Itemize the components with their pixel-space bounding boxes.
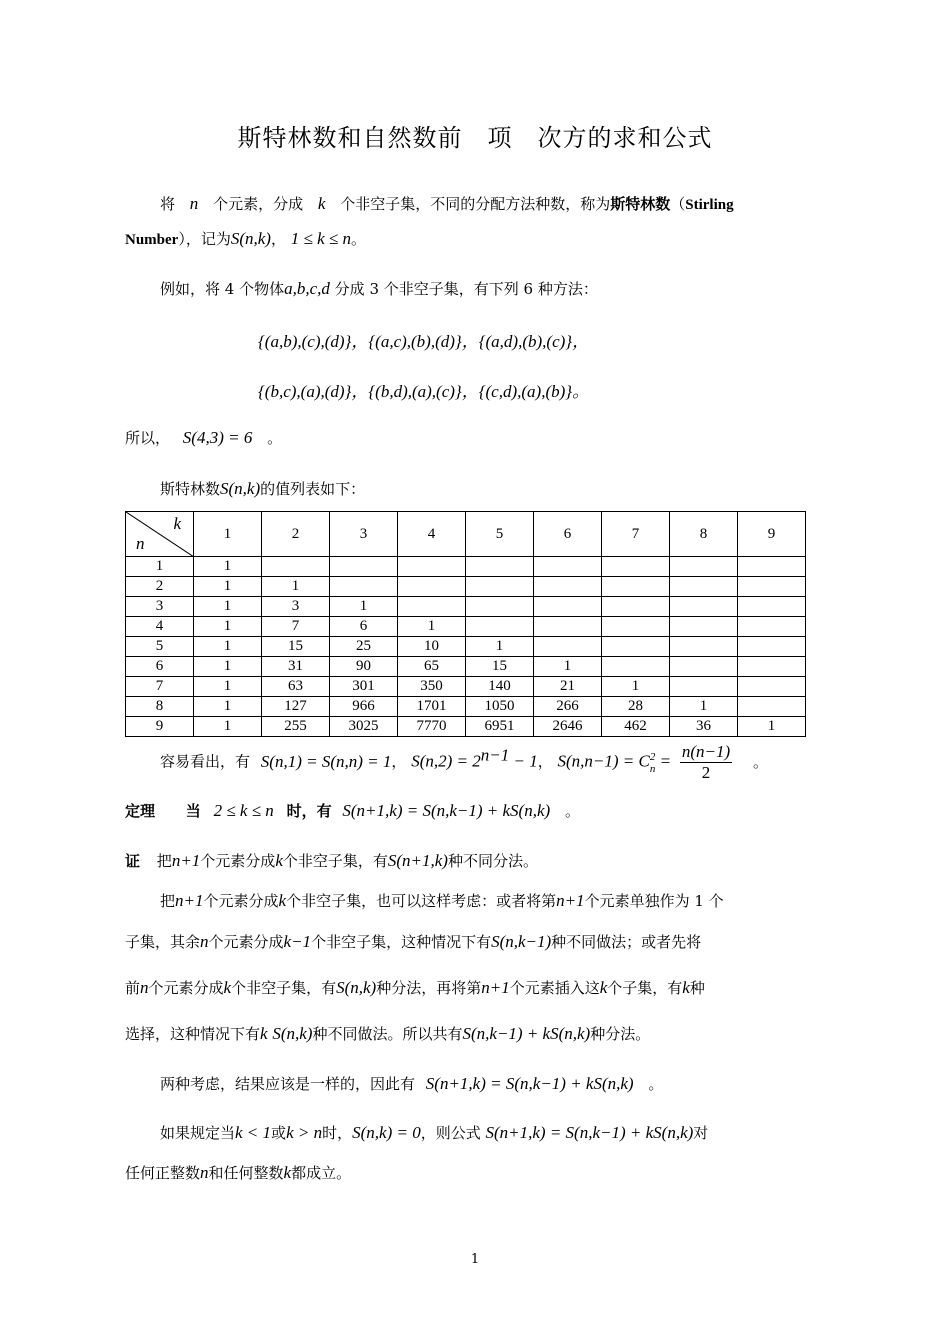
row-header: 9 [126,717,194,737]
table-cell: 1 [194,717,262,737]
math: k [283,1163,292,1182]
table-cell: 28 [602,697,670,717]
table-cell [670,677,738,697]
table-cell [602,577,670,597]
text: 个非空子集，这种情况下有 [311,933,492,951]
column-header: 8 [670,512,738,557]
table-cell [398,557,466,577]
text: 或 [271,1124,287,1142]
math: n [189,194,199,213]
text: 个元素，分成 [213,195,304,213]
math-sub: n [649,762,656,775]
math: S(n,k−1) + kS(n,k) [462,1024,591,1043]
table-cell: 1701 [398,697,466,717]
table-cell [670,577,738,597]
row-header: 7 [126,677,194,697]
table-cell: 1 [398,617,466,637]
text: 例如，将 4 个物体 [160,280,285,298]
math: a,b,c,d [284,279,330,298]
table-cell: 1 [194,577,262,597]
stirling-table [125,511,806,737]
math: k < 1 [235,1123,272,1142]
corner-k: k [173,514,181,533]
math: − 1 [509,751,538,771]
table-cell [738,617,806,637]
column-header: 7 [602,512,670,557]
table-cell: 36 [670,717,738,737]
math: S(n+1,k) = S(n,k−1) + kS(n,k) [425,1074,634,1093]
math: S(n,1) = S(n,n) = 1 [260,751,392,771]
math: n+1 [481,978,510,997]
column-header: 4 [398,512,466,557]
text: 种分法，再将第 [376,979,482,997]
table-cell: 1 [194,697,262,717]
table-row [126,597,806,617]
table-cell [602,597,670,617]
text: 所以， [125,429,171,447]
example-conclusion [125,427,282,448]
table-cell: 1 [602,677,670,697]
math: n [200,932,209,951]
text: 。 [752,752,768,771]
proof-line-6 [160,1073,663,1094]
table-cell [738,677,806,697]
math-sup: n−1 [480,745,510,765]
table-cell: 255 [262,717,330,737]
table-intro [160,478,365,499]
page-number: 1 [470,1252,480,1267]
text: 前 [125,979,141,997]
text: 选择，这种情况下有 [125,1025,261,1043]
math: k [223,978,232,997]
text: 容易看出，有 [160,752,251,771]
text: 个非空子集，有 [231,979,337,997]
term-english: Stirling [685,197,734,213]
row-header: 5 [126,637,194,657]
table-cell [466,597,534,617]
table-header-row [126,512,806,557]
table-row [126,637,806,657]
math: k [682,978,690,997]
math: S(n,k) = 0 [352,1123,421,1142]
math: S(4,3) = 6 [182,428,253,447]
term-english: Number [125,232,179,248]
proof-line-1 [125,850,538,871]
table-cell: 140 [466,677,534,697]
text: 如果规定当 [160,1124,236,1142]
fraction [680,742,732,783]
table-cell: 1 [194,597,262,617]
table-cell: 350 [398,677,466,697]
table-cell: 21 [534,677,602,697]
math: S(n,2) = 2 [411,751,481,771]
observation-line [160,742,768,783]
table-cell [738,697,806,717]
table-cell: 10 [398,637,466,657]
proof-line-4 [125,977,705,998]
table-cell: 31 [262,657,330,677]
table-cell [670,617,738,637]
text: 分成 3 个非空子集，有下列 6 种方法： [334,280,598,298]
math: S(n,k) [336,978,377,997]
text: ，则公式 [420,1124,481,1142]
table-cell: 1 [738,717,806,737]
table-cell: 7770 [398,717,466,737]
table-cell: 266 [534,697,602,717]
text: 把 [160,892,176,910]
table-cell: 1 [194,557,262,577]
text: 时， [322,1124,353,1142]
math: k−1 [283,932,312,951]
text: ， [391,752,407,771]
text: 对 [693,1124,709,1142]
text: 。 [267,429,283,447]
math: S(n,k) [272,1024,313,1043]
text: 都成立。 [291,1164,352,1182]
table-cell [602,657,670,677]
math: S(n+1,k) = S(n,k−1) + kS(n,k) [342,801,551,820]
corner-n: n [136,534,145,553]
table-cell: 3025 [330,717,398,737]
row-header: 1 [126,557,194,577]
table-row [126,577,806,597]
table-cell [670,657,738,677]
table-cell [534,597,602,617]
fraction-numerator: n(n−1) [681,742,731,761]
table-cell: 2646 [534,717,602,737]
math: k [275,851,283,870]
page-title: 斯特林数和自然数前 项 次方的求和公式 [237,124,713,152]
text: 将 [160,195,176,213]
math-sup: 2 [649,750,656,763]
table-cell [262,557,330,577]
table-row [126,657,806,677]
row-header: 2 [126,577,194,597]
table-cell [670,637,738,657]
table-cell: 25 [330,637,398,657]
text: 的值列表如下： [260,480,366,498]
proof-line-8 [125,1162,351,1183]
math: n+1 [171,851,201,870]
text: 把 [156,852,172,870]
row-header: 6 [126,657,194,677]
text: 种不同分法。 [447,852,538,870]
table-cell [670,557,738,577]
proof-line-3 [125,931,701,952]
table-cell: 7 [262,617,330,637]
table-cell [534,557,602,577]
table-cell: 1 [466,637,534,657]
text: 种不同做法；或者先将 [551,933,702,951]
math: S(n,k) [230,229,271,248]
text: 个非空子集，也可以这样考虑：或者将第 [286,892,557,910]
text: ），记为 [178,230,231,248]
table-row [126,717,806,737]
column-header: 3 [330,512,398,557]
table-cell [398,577,466,597]
text: 个非空子集，不同的分配方法种数，称为 [340,195,611,213]
table-cell [466,577,534,597]
text: 个元素分成 [208,933,284,951]
table-cell [330,557,398,577]
table-cell [534,637,602,657]
table-cell [534,617,602,637]
math: k [599,978,608,997]
proof-line-5 [125,1023,650,1044]
column-header: 1 [194,512,262,557]
table-cell: 3 [262,597,330,617]
term-bold: 斯特林数 [610,195,671,213]
table-cell: 6951 [466,717,534,737]
math: S(n+1,k) [387,851,448,870]
math: n [140,978,149,997]
column-header: 2 [262,512,330,557]
table-row [126,697,806,717]
math: n+1 [556,891,585,910]
math: k > n [286,1123,323,1142]
proof-label: 证 [125,852,141,870]
text: 和任何整数 [208,1164,284,1182]
math: n [200,1163,209,1182]
text: 时，有 [286,802,332,820]
table-cell: 1 [534,657,602,677]
table-cell [738,597,806,617]
column-header: 5 [466,512,534,557]
table-cell: 1 [330,597,398,617]
text: ， [537,752,553,771]
table-cell: 1 [194,637,262,657]
table-row [126,677,806,697]
table-cell: 1 [194,617,262,637]
text: （ [670,195,686,213]
table-cell: 462 [602,717,670,737]
math: k [317,194,326,213]
text: 个元素分成 [203,892,279,910]
math: S(n,n−1) = C [557,751,650,771]
table-cell: 1 [194,657,262,677]
text: 。 [564,802,580,820]
row-header: 8 [126,697,194,717]
proof-line-7 [160,1122,708,1143]
row-header: 3 [126,597,194,617]
table-cell: 301 [330,677,398,697]
text: 。 [648,1075,664,1093]
table-cell [330,577,398,597]
table-corner [126,512,194,557]
table-cell: 15 [466,657,534,677]
column-header: 9 [738,512,806,557]
table-cell: 63 [262,677,330,697]
table-row [126,557,806,577]
math: S(n+1,k) = S(n,k−1) + kS(n,k) [485,1123,694,1142]
example-lead [160,278,598,299]
table-cell: 1 [262,577,330,597]
text: ， [270,230,286,248]
example-partitions-2: {(b,c),(a),(d)}，{(b,d),(a),(c)}，{(c,d),(a),(b)}。 [258,382,590,401]
text: 个非空子集，有 [282,852,388,870]
math: n+1 [175,891,204,910]
text: 个元素分成 [200,852,276,870]
table-cell: 127 [262,697,330,717]
text: 个子集，有 [607,979,683,997]
table-cell: 1 [194,677,262,697]
table-cell [398,597,466,617]
theorem [125,800,580,821]
table-cell: 65 [398,657,466,677]
table-cell: 15 [262,637,330,657]
fraction-denominator: 2 [701,763,711,782]
theorem-label: 定理 [125,802,156,820]
text: 。 [350,230,366,248]
text: 两种考虑，结果应该是一样的，因此有 [160,1075,416,1093]
math: 1 ≤ k ≤ n [290,229,351,248]
table-cell [602,637,670,657]
math: 2 ≤ k ≤ n [213,801,274,820]
text: 当 [185,802,201,820]
math: k [278,891,287,910]
table-cell: 966 [330,697,398,717]
table-cell [466,617,534,637]
text: 种 [689,979,705,997]
text: 任何正整数 [125,1164,201,1182]
table-cell: 1050 [466,697,534,717]
example-partitions-1: {(a,b),(c),(d)}，{(a,c),(b),(d)}，{(a,d),(b),(c)}， [258,332,590,351]
math: S(n,k−1) [491,932,552,951]
column-header: 6 [534,512,602,557]
text: 个元素分成 [148,979,224,997]
table-cell: 6 [330,617,398,637]
text: 个元素插入这 [509,979,600,997]
row-header: 4 [126,617,194,637]
math: S(n,k) [220,479,261,498]
text: 斯特林数 [160,480,221,498]
table-cell [738,557,806,577]
math: = [655,751,672,771]
intro-line-2 [125,228,366,249]
text: 种不同做法。所以共有 [312,1025,463,1043]
table-cell: 90 [330,657,398,677]
table-row [126,617,806,637]
intro-line-1 [160,193,734,214]
math: k [260,1024,268,1043]
text: 个元素单独作为 1 个 [584,892,724,910]
table-cell [602,557,670,577]
table-cell [738,577,806,597]
table-cell [534,577,602,597]
table-cell [738,657,806,677]
proof-line-2 [160,890,724,911]
table-cell [738,637,806,657]
table-cell [602,617,670,637]
table-cell: 1 [670,697,738,717]
text: 种分法。 [590,1025,651,1043]
table-cell [670,597,738,617]
text: 子集，其余 [125,933,201,951]
table-cell [466,557,534,577]
